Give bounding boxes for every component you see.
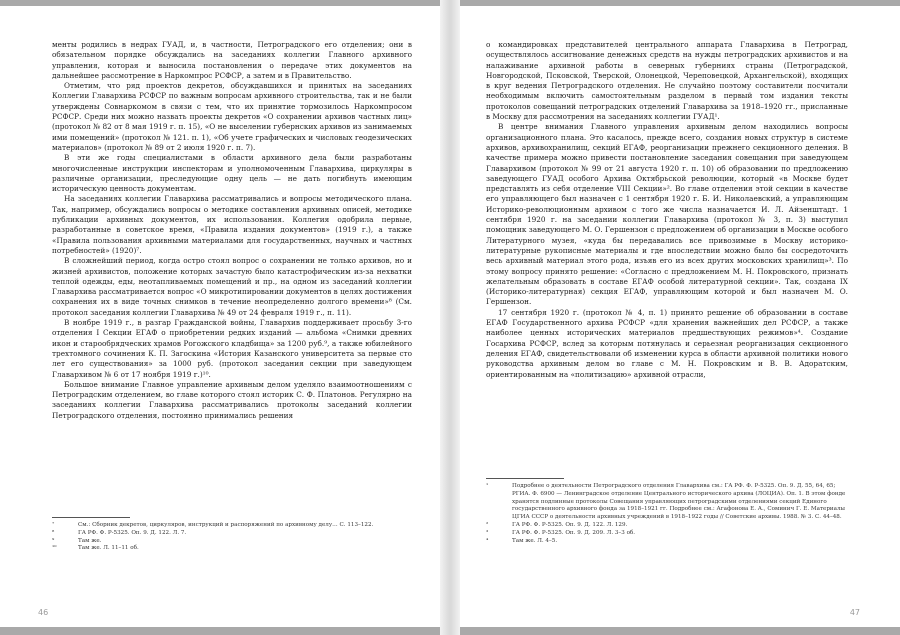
right-page [460,0,900,635]
bottom-bar [460,627,900,635]
paragraph: Отметим, что ряд проектов декретов, обсуждавшихся и принятых на заседаниях Коллегии Главархива РСФСР по важным вопросам архивного строительства, так и не были утверждены Совнаркомом в связи с тем, что их принятие тормозилось Наркомпросом РСФСР. Среди них можно назвать проекты декретов «О сохранении архивов частных лиц» (протокол № 82 от 8 мая 1919 г. п. 15), «О не выселении губернских архивов из занимаемых ими помещений» (протокол № 121. п. 1), «Об учете графических и числовых геодезических материалов» (протокол № 89 от 2 июля 1920 г. п. 7). [52,81,412,152]
footnote-text: ГА РФ. Ф. Р-5325. Оп. 9. Д. 122. Л. 129. [512,521,628,528]
paragraph: В ноябре 1919 г., в разгар Гражданской войны, Главархив поддерживает просьбу 3-го отделения I Секции ЕГАФ о приобретении редких изданий — альбома «Снимки древних икон и старообрядческих храмов Рогожского кладбища» за 1200 руб.⁹, а также юбилейного трехтомного сочинения К. П. Загоскина «История Казанского университета за первые сто лет его существования» за 1000 руб. (протокол заседания секции при заведующем Главархивом № 6 от 17 ноября 1919 г.)¹⁰. [52,318,412,379]
footnote-number: ⁹ [52,537,55,544]
footnote-text: Там же. Л. 4–5. [512,537,558,544]
footnote [52,545,392,553]
footnote [52,522,392,530]
book-gutter [440,0,460,635]
footnote-number: ⁴ [486,537,489,544]
top-bar [0,0,440,6]
paragraph: В центре внимания Главного управления архивным делом находились вопросы организационного плана. Это касалось, прежде всего, создания новых структур в системе архивов, архивохранилищ, секций ЕГАФ, реорганизации прежнего секционного деления. В качестве примера можно привести постановление заседания совещания при заведующем Главархивом (протокол № 99 от 21 августа 1920 г. п. 10) об образовании по предложению заведующего ГУАД особого Архива Октябрьской революции, который «в Москве будет представлять из себя отделение VIII Секции»². Во главе отделения этой секции в качестве его управляющего был назначен с 1 сентября 1920 г. Б. И. Николаевский, а управляющим Историко-революционным архивом с того же числа назначается И. Л. Айзенштадт. 1 сентября 1920 г. на заседании коллегии Главархива (протокол № 3, п. 3) выступил помощник заведующего М. О. Гершензон с предложением об организации в Москве особого Литературного музея, «куда бы передавались все привозимые в Москву историко-литературные рукописные материалы и где впоследствии можно было бы сосредоточить весь архивный материал этого рода, изъяв его из всех других московских хранилищ»³. По этому вопросу принято решение: «Согласно с предложением М. Н. Покровского, признать желательным образовать в составе ЕГАФ особой литературной секции». Так, создана IX (Историко-литературная) секция ЕГАФ, управляющим которой и был назначен М. О. Гершензон. [486,122,848,307]
body-text [486,40,848,380]
footnotes [486,483,848,545]
footnotes [52,522,392,553]
footnote-text: См.: Сборник декретов, циркуляров, инструкций и распоряжений по архивному делу… С. 113–122. [78,522,374,528]
top-bar [460,0,900,6]
paragraph: На заседаниях коллегии Главархива рассматривались и вопросы методического плана. Так, например, обсуждались вопросы о методике составления архивных описей, методике публикации архивных документов, их использования. Коллегия одобрила первые, разработанные в советское время, «Правила издания документов» (1919 г.), а также «Правила пользования архивными материалами для государственных, научных и частных потребностей» (1920)⁷. [52,194,412,255]
footnote [486,538,848,546]
footnote-text: Там же. Л. 11–11 об. [78,545,139,552]
footnote-number: ⁷ [52,522,55,528]
paragraph: 17 сентября 1920 г. (протокол № 4, п. 1) принято решение об образовании в составе ЕГАФ Государственного архива РСФСР «для хранения важнейших дел РСФСР, а также наиболее ценных исторических материалов предшествующих режимов»⁴. Создание Госархива РСФСР, вслед за которым потянулась и серьезная реорганизация секционного деления ЕГАФ, свидетельствовали об изменении курса в области архивной политики нового руководства архивным делом во главе с М. Н. Покровским и В. В. Адоратским, ориентированным на «политизацию» архивной отрасли, [486,307,848,379]
footnote-number: ⁸ [52,529,55,536]
paragraph: В эти же годы специалистами в области архивного дела были разработаны многочисленные инструкции инспекторам и уполномоченным Главархива, циркуляры в различные организации, преследующие одну цель — не дать погибнуть имеющим историческую ценность документам. [52,153,412,194]
footnote-rule [52,517,130,518]
paragraph: Большое внимание Главное управление архивным делом уделяло взаимоотношениям с Петроградским отделением, во главе которого стоял историк С. Ф. Платонов. Регулярно на заседаниях коллегии Главархива рассматривались протоколы заседаний коллегии Петроградского отделения, постоянно принимались решения [52,379,412,420]
page-number: 47 [849,608,860,617]
footnote [52,530,392,538]
footnote [486,522,848,530]
paragraph: В сложнейший период, когда остро стоял вопрос о сохранении не только архивов, но и жизней архивистов, положение которых зачастую было катастрофическим из-за нехватки теплой одежды, еды, неотапливаемых помещений и пр., на одном из заседаний коллегии Главархива рассматривается вопрос «О микротипировании документов в целях достижения сохранения их в виде точных снимков в течение неопределенно долгого времени»⁸ (См. протокол заседания коллегии Главархива № 49 от 24 февраля 1919 г., п. 11). [52,256,412,317]
footnote-text: Там же. [78,537,102,544]
paragraph: менты родились в недрах ГУАД, и, в частности, Петроградского его отделения; они в обязательном порядке обсуждались на заседаниях коллегии Главного архивного управления, которая и выносила постановления о передаче этих документов на дальнейшее рассмотрение в Наркомпрос РСФСР, а затем и в Правительство. [52,40,412,80]
page-number: 46 [38,608,49,617]
left-page [0,0,440,635]
bottom-bar [0,627,440,635]
footnote-number: ² [486,521,489,528]
footnote-text: ГА РФ. Ф. Р-5325. Оп. 9. Д. 209. Л. 3–3 об. [512,529,636,536]
body-text [52,40,412,421]
footnote-number: ¹ [486,483,489,489]
paragraph: о командировках представителей центрального аппарата Главархива в Петроград, осуществлялось ассигнование денежных средств на нужды петроградских архивистов и на налаживание архивной работы в северных губерниях страны (Петроградской, Новгородской, Псковской, Тверской, Олонецкой, Череповецкой, Архангельской), входящих в круг ведения Петроградского отделения. Не случайно поэтому составители посчитали необходимым включить самостоятельным разделом в первый том издания тексты протоколов совещаний петроградских отделений Главархива за 1918–1920 гг., присланные в Москву для рассмотрения на заседаниях коллегии ГУАД¹. [486,40,848,122]
footnote-rule [486,478,564,479]
footnote-number: ³ [486,529,489,536]
footnote-number: ¹⁰ [52,545,57,552]
footnote-text: Подробнее о деятельности Петроградского отделения Главархива см.: ГА РФ. Ф. Р-5325. Оп. 9. Д. 55, 64, 65; РГИА. Ф. 6900 — Ленинградское отделение Центрального исторического архива (ЛОЦИА). Оп. 1. В этом фонде хранятся подлинные протоколы Совещания управляющих петроградскими отделениями секций Единого государственного архивного фонда за 1918–1921 гг. Подробнее см.: Агафонова Е. А., Соминич Г. Е. Материалы ЦГИА СССР о деятельности архивных учреждений в 1918–1922 годы // Советские архивы. 1988. № 3. С. 44–48. [512,483,846,521]
footnote [486,483,848,522]
footnote-text: ГА РФ. Ф. Р-5325. Оп. 9. Д. 122. Л. 7. [78,529,187,536]
footnote [486,530,848,538]
